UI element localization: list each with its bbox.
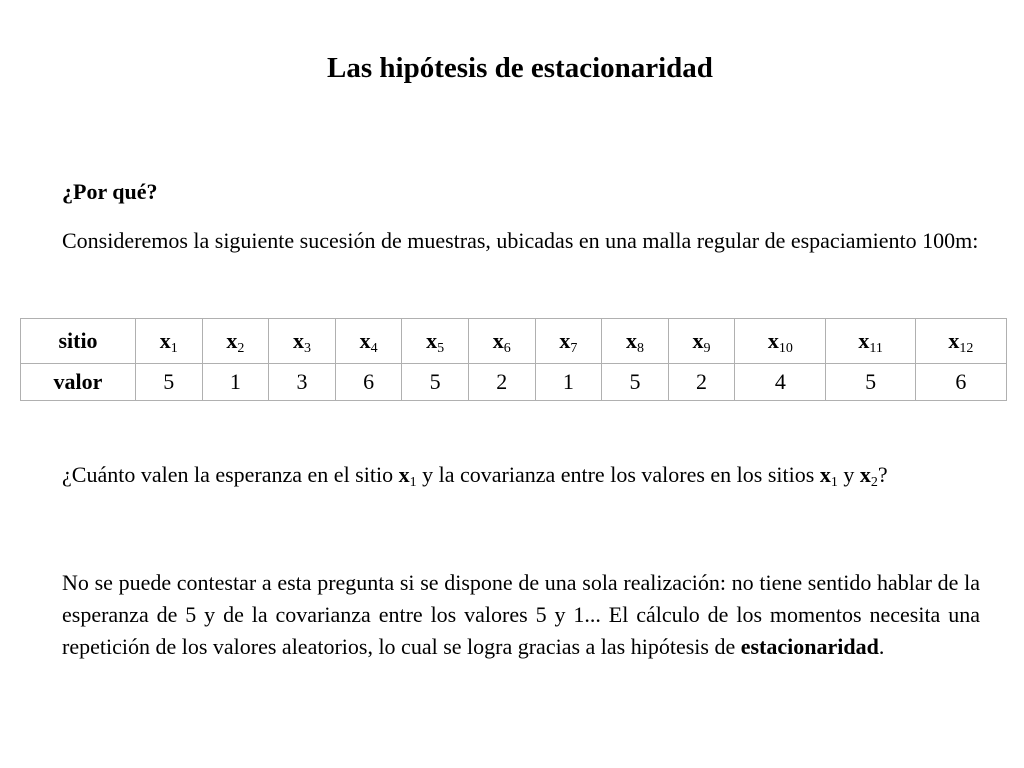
value-cell: 5	[826, 364, 915, 401]
site-cell	[269, 319, 336, 364]
site-cell	[468, 319, 535, 364]
site-cell	[535, 319, 602, 364]
value-cell: 6	[335, 364, 402, 401]
site-cell-var: x	[625, 328, 637, 353]
site-var-x2: x	[859, 462, 871, 487]
site-cell	[202, 319, 269, 364]
site-cell	[602, 319, 669, 364]
site-cell-var: x	[359, 328, 371, 353]
site-cell-var: x	[948, 328, 960, 353]
site-cell-index: 4	[370, 341, 378, 356]
question-text-3: y	[837, 462, 860, 487]
subscript-1a: 1	[409, 475, 417, 490]
value-cell: 4	[735, 364, 826, 401]
value-cell: 5	[136, 364, 203, 401]
site-cell-index: 1	[170, 341, 178, 356]
site-cell-index: 6	[503, 341, 511, 356]
value-cell: 1	[535, 364, 602, 401]
samples-table	[20, 318, 1007, 401]
site-cell	[335, 319, 402, 364]
site-cell-var: x	[692, 328, 704, 353]
value-row-header: valor	[21, 364, 136, 401]
site-cell-var: x	[559, 328, 571, 353]
value-cell: 5	[402, 364, 469, 401]
question-paragraph	[62, 459, 980, 491]
site-cell-index: 9	[703, 341, 711, 356]
answer-text: No se puede contestar a esta pregunta si se dispone de una sola realización: no tiene sentido hablar de la esperanza de 5 y de la covarianza entre los valores 5 y 1... El cálculo de los momentos necesita una repetición de los valores aleatorios, lo cual se logra gracias a las hipótesis de	[62, 570, 980, 659]
page-title: Las hipótesis de estacionaridad	[327, 52, 713, 84]
site-cell	[402, 319, 469, 364]
answer-paragraph	[62, 567, 980, 663]
site-cell	[735, 319, 826, 364]
site-cell-index: 12	[959, 341, 974, 356]
site-cell-index: 3	[303, 341, 311, 356]
value-cell: 2	[468, 364, 535, 401]
question-text-1: ¿Cuánto valen la esperanza en el sitio	[62, 462, 399, 487]
site-cell-index: 11	[869, 341, 883, 356]
subscript-1b: 1	[830, 475, 838, 490]
site-cell-index: 7	[570, 341, 578, 356]
site-cell-var: x	[492, 328, 504, 353]
site-cell-index: 8	[636, 341, 644, 356]
site-row	[21, 319, 1007, 364]
value-cell: 6	[915, 364, 1006, 401]
site-cell-var: x	[426, 328, 438, 353]
site-cell	[668, 319, 735, 364]
site-cell-var: x	[767, 328, 779, 353]
site-cell	[136, 319, 203, 364]
site-cell-var: x	[159, 328, 171, 353]
site-cell-var: x	[292, 328, 304, 353]
question-label: ¿Por qué?	[62, 179, 158, 204]
site-row-header: sitio	[21, 319, 136, 364]
site-var-x1b: x	[819, 462, 831, 487]
value-cell: 3	[269, 364, 336, 401]
value-row	[21, 364, 1007, 401]
site-cell-var: x	[858, 328, 870, 353]
subscript-2: 2	[870, 475, 878, 490]
site-cell-index: 2	[237, 341, 245, 356]
intro-paragraph: Consideremos la siguiente sucesión de muestras, ubicadas en una malla regular de espaciamiento 100m:	[62, 228, 979, 253]
site-cell-index: 5	[437, 341, 445, 356]
site-cell-index: 10	[778, 341, 793, 356]
site-cell	[915, 319, 1006, 364]
answer-end: .	[878, 634, 885, 659]
site-cell-var: x	[226, 328, 238, 353]
answer-bold-word: estacionaridad	[740, 634, 879, 659]
site-var-x1: x	[398, 462, 410, 487]
value-cell: 5	[602, 364, 669, 401]
value-cell: 1	[202, 364, 269, 401]
site-cell	[826, 319, 915, 364]
question-text-2: y la covarianza entre los valores en los sitios	[416, 462, 820, 487]
question-text-4: ?	[877, 462, 888, 487]
value-cell: 2	[668, 364, 735, 401]
